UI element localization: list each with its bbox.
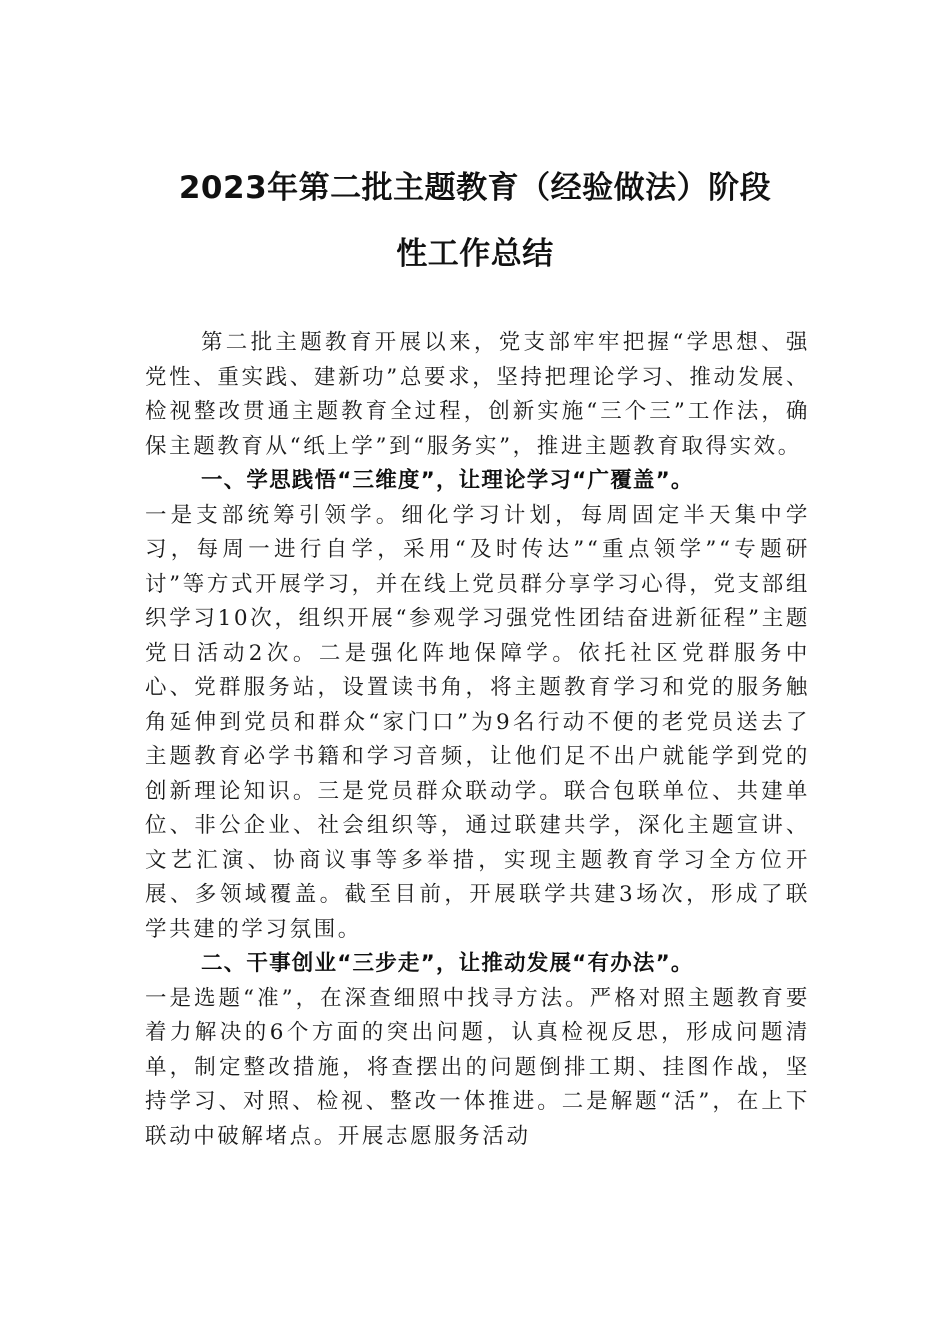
intro-paragraph: 第二批主题教育开展以来，党支部牢牢把握“学思想、强党性、重实践、建新功”总要求，坚持把理论学习、推动发展、检视整改贯通主题教育全过程，创新实施“三个三”工作法，确保主题教育从“纸上学”到“服务实”，推进主题教育取得实效。 xyxy=(145,330,810,459)
section-1-body: 一是支部统筹引领学。细化学习计划，每周固定半天集中学习，每周一进行自学，采用“及时传达”“重点领学”“专题研讨”等方式开展学习，并在线上党员群分享学习心得，党支部组织学习10次，组织开展“参观学习强党性团结奋进新征程”主题党日活动2次。二是强化阵地保障学。依托社区党群服务中心、党群服务站，设置读书角，将主题教育学习和党的服务触角延伸到党员和群众“家门口”为9名行动不便的老党员送去了主题教育必学书籍和学习音频，让他们足不出户就能学到党的创新理论知识。三是党员群众联动学。联合包联单位、共建单位、非公企业、社会组织等，通过联建共学，深化主题宣讲、文艺汇演、协商议事等多举措，实现主题教育学习全方位开展、多领域覆盖。截至目前，开展联学共建3场次，形成了联学共建的学习氛围。 xyxy=(145,502,810,942)
section-1-heading: 一、学思践悟“三维度”，让理论学习“广覆盖”。 xyxy=(201,468,694,493)
document-title-line-1: 2023年第二批主题教育（经验做法）阶段 xyxy=(178,170,772,206)
section-2-body: 一是选题“准”，在深查细照中找寻方法。严格对照主题教育要着力解决的6个方面的突出问题，认真检视反思，形成问题清单，制定整改措施，将查摆出的问题倒排工期、挂图作战，坚持学习、对照、检视、整改一体推进。二是解题“活”，在上下联动中破解堵点。开展志愿服务活动 xyxy=(145,985,810,1149)
section-2-heading: 二、干事创业“三步走”，让推动发展“有办法”。 xyxy=(201,951,694,976)
document-body xyxy=(145,326,810,1154)
document-title-line-2: 性工作总结 xyxy=(396,236,554,272)
